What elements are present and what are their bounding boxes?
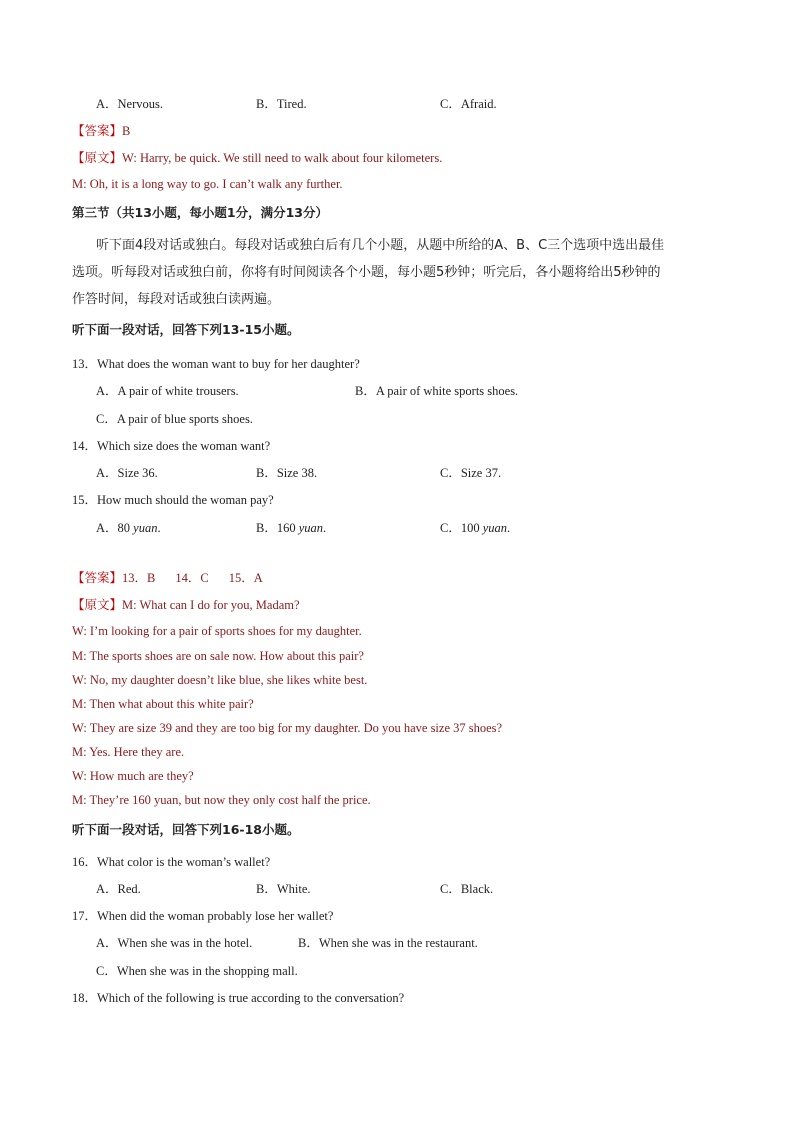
transcript-line: W: They are size 39 and they are too big for my daughter. Do you have size 37 shoes? bbox=[72, 721, 503, 735]
instruction-line: 作答时间，每段对话或独白读两遍。 bbox=[72, 292, 281, 307]
option-b: B．Tired. bbox=[256, 97, 307, 111]
transcript-tag: 【原文】 bbox=[72, 150, 123, 165]
question-18: 18．Which of the following is true according to the conversation? bbox=[72, 991, 405, 1005]
group-heading: 听下面一段对话，回答下列13-15小题。 bbox=[72, 322, 300, 337]
transcript-line: W: How much are they? bbox=[72, 769, 194, 783]
transcript-line: W: No, my daughter doesn’t like blue, she likes white best. bbox=[72, 673, 368, 687]
answer-line bbox=[72, 570, 263, 586]
option-c: C．Black. bbox=[440, 882, 494, 896]
question-17: 17．When did the woman probably lose her wallet? bbox=[72, 909, 334, 923]
option-b: B．White. bbox=[256, 882, 311, 896]
option-b bbox=[256, 520, 326, 536]
answer-14: 14．C bbox=[175, 571, 209, 585]
transcript-line: M: The sports shoes are on sale now. How about this pair? bbox=[72, 649, 364, 663]
answer-15: 15．A bbox=[228, 571, 263, 585]
option-c: C．A pair of blue sports shoes. bbox=[96, 412, 253, 426]
option-c: C．Afraid. bbox=[440, 97, 497, 111]
transcript-line: M: Then what about this white pair? bbox=[72, 697, 254, 711]
option-b: B．When she was in the restaurant. bbox=[298, 936, 478, 950]
option-b: B．A pair of white sports shoes. bbox=[355, 384, 519, 398]
answer-13: 13．B bbox=[122, 571, 156, 585]
answer-tag: 【答案】 bbox=[72, 570, 123, 585]
option-a: A．A pair of white trousers. bbox=[96, 384, 239, 398]
transcript-line: M: They’re 160 yuan, but now they only cost half the price. bbox=[72, 793, 371, 807]
transcript-line bbox=[72, 597, 300, 613]
option-text: A．80 bbox=[96, 521, 134, 535]
option-c: C．Size 37. bbox=[440, 466, 502, 480]
instruction-line: 选项。听每段对话或独白前，你将有时间阅读各个小题，每小题5秒钟；听完后，各小题将给出5秒钟的 bbox=[72, 265, 661, 280]
option-c: C．When she was in the shopping mall. bbox=[96, 964, 298, 978]
option-a: A．When she was in the hotel. bbox=[96, 936, 253, 950]
option-b: B．Size 38. bbox=[256, 466, 318, 480]
transcript-text: M: What can I do for you, Madam? bbox=[122, 598, 300, 612]
transcript-text: W: Harry, be quick. We still need to walk about four kilometers. bbox=[122, 151, 443, 165]
question-15: 15．How much should the woman pay? bbox=[72, 493, 274, 507]
option-a: A．Nervous. bbox=[96, 97, 164, 111]
option-a: A．Size 36. bbox=[96, 466, 158, 480]
section-heading: 第三节（共13小题，每小题1分，满分13分） bbox=[72, 205, 328, 220]
transcript-line: M: Oh, it is a long way to go. I can’t walk any further. bbox=[72, 177, 343, 191]
question-16: 16．What color is the woman’s wallet? bbox=[72, 855, 271, 869]
answer-tag: 【答案】 bbox=[72, 123, 123, 138]
group-heading: 听下面一段对话，回答下列16-18小题。 bbox=[72, 822, 300, 837]
answer-value: B bbox=[122, 124, 131, 138]
question-14: 14．Which size does the woman want? bbox=[72, 439, 271, 453]
answer-line bbox=[72, 123, 130, 139]
transcript-tag: 【原文】 bbox=[72, 597, 123, 612]
option-c bbox=[440, 520, 510, 536]
option-suffix: . bbox=[507, 521, 511, 535]
transcript-line: W: I’m looking for a pair of sports shoes for my daughter. bbox=[72, 624, 362, 638]
option-text: B．160 bbox=[256, 521, 299, 535]
option-a: A．Red. bbox=[96, 882, 141, 896]
option-suffix: . bbox=[157, 521, 161, 535]
instruction-line: 听下面4段对话或独白。每段对话或独白后有几个小题，从题中所给的A、B、C三个选项中选出最佳 bbox=[96, 238, 665, 253]
option-unit: yuan bbox=[133, 521, 158, 535]
option-suffix: . bbox=[323, 521, 327, 535]
transcript-line: M: Yes. Here they are. bbox=[72, 745, 185, 759]
option-unit: yuan bbox=[482, 521, 508, 535]
question-13: 13．What does the woman want to buy for her daughter? bbox=[72, 357, 360, 371]
option-a bbox=[96, 520, 161, 536]
transcript-line bbox=[72, 150, 442, 166]
option-text: C．100 bbox=[440, 521, 483, 535]
option-unit: yuan bbox=[298, 521, 324, 535]
